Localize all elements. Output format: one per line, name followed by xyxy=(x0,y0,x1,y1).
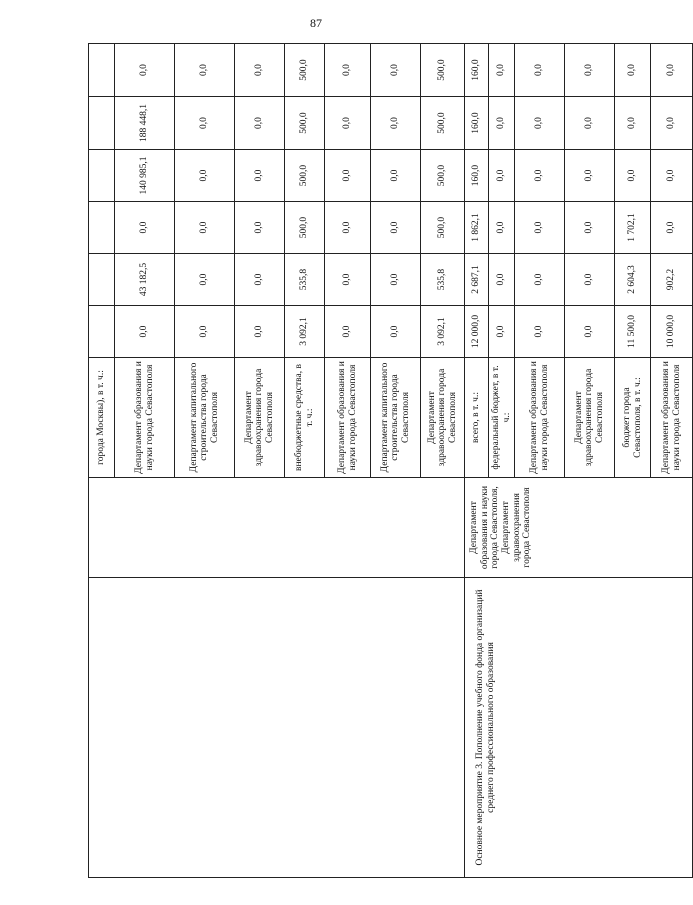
year-value-cell: 0,0 xyxy=(371,150,421,202)
empty-responsible-cell xyxy=(89,478,465,578)
year-value-cell: 10 000,0 xyxy=(651,306,693,358)
year-value-cell: 0,0 xyxy=(615,44,651,97)
year-value-cell: 0,0 xyxy=(515,254,565,306)
year-value-cell: 1 862,1 xyxy=(465,202,489,254)
year-value-cell: 0,0 xyxy=(325,150,371,202)
year-value-cell: 0,0 xyxy=(325,306,371,358)
funding-source-label: Департамент образования и науки города Севастополя xyxy=(325,358,371,478)
year-value-cell: 535,8 xyxy=(421,254,465,306)
year-value-cell: 0,0 xyxy=(489,97,515,150)
year-value-cell: 0,0 xyxy=(175,44,235,97)
year-value-cell: 0,0 xyxy=(371,97,421,150)
funding-source-label: всего, в т. ч.: xyxy=(465,358,489,478)
funding-source-label: внебюджетные средства, в т. ч.: xyxy=(285,358,325,478)
year-value-cell: 500,0 xyxy=(421,44,465,97)
year-value-cell: 160,0 xyxy=(465,150,489,202)
funding-source-label: федеральный бюджет, в т. ч.: xyxy=(489,358,515,478)
year-value-cell: 0,0 xyxy=(565,306,615,358)
year-value-cell: 0,0 xyxy=(115,44,175,97)
year-value-cell: 0,0 xyxy=(515,306,565,358)
funding-table xyxy=(88,43,693,878)
page-number: 87 xyxy=(310,16,322,30)
responsible-cell: Департамент образования и науки города Севастополя, Департамент здравоохранения города Севастополя xyxy=(465,478,693,578)
year-value-cell: 0,0 xyxy=(325,44,371,97)
empty-activity-cell xyxy=(89,578,465,878)
year-value-cell: 140 985,1 xyxy=(115,150,175,202)
funding-table-body xyxy=(89,44,693,878)
funding-source-label: Департамент образования и науки города Севастополя xyxy=(651,358,693,478)
year-value-cell: 0,0 xyxy=(489,202,515,254)
table-row xyxy=(465,44,489,878)
year-value-cell: 0,0 xyxy=(489,44,515,97)
year-value-cell: 0,0 xyxy=(325,97,371,150)
year-value-cell: 3 092,1 xyxy=(421,306,465,358)
year-value-cell: 0,0 xyxy=(489,306,515,358)
year-value-cell: 0,0 xyxy=(565,150,615,202)
year-value-cell: 0,0 xyxy=(515,202,565,254)
year-value-cell: 0,0 xyxy=(235,150,285,202)
year-value-cell: 0,0 xyxy=(175,97,235,150)
year-value-cell: 0,0 xyxy=(615,150,651,202)
year-value-cell xyxy=(89,202,115,254)
year-value-cell: 43 182,5 xyxy=(115,254,175,306)
year-value-cell: 0,0 xyxy=(565,97,615,150)
year-value-cell: 0,0 xyxy=(651,150,693,202)
activity-name-cell: Основное мероприятие 3. Пополнение учебного фонда организаций среднего профессионального образования xyxy=(465,578,693,878)
year-value-cell: 0,0 xyxy=(515,97,565,150)
year-value-cell: 0,0 xyxy=(175,150,235,202)
year-value-cell: 500,0 xyxy=(421,97,465,150)
year-value-cell xyxy=(89,254,115,306)
year-value-cell: 160,0 xyxy=(465,44,489,97)
year-value-cell: 0,0 xyxy=(235,254,285,306)
year-value-cell: 188 448,1 xyxy=(115,97,175,150)
year-value-cell: 0,0 xyxy=(515,150,565,202)
year-value-cell: 0,0 xyxy=(175,202,235,254)
funding-source-label: Департамент образования и науки города Севастополя xyxy=(515,358,565,478)
year-value-cell: 500,0 xyxy=(421,150,465,202)
year-value-cell: 0,0 xyxy=(325,254,371,306)
year-value-cell: 500,0 xyxy=(421,202,465,254)
year-value-cell: 0,0 xyxy=(175,306,235,358)
year-value-cell: 0,0 xyxy=(515,44,565,97)
year-value-cell: 0,0 xyxy=(371,202,421,254)
year-value-cell: 0,0 xyxy=(325,202,371,254)
year-value-cell xyxy=(89,306,115,358)
year-value-cell: 500,0 xyxy=(285,97,325,150)
year-value-cell: 0,0 xyxy=(651,44,693,97)
year-value-cell: 0,0 xyxy=(371,306,421,358)
year-value-cell: 12 000,0 xyxy=(465,306,489,358)
year-value-cell: 0,0 xyxy=(489,254,515,306)
year-value-cell: 2 687,1 xyxy=(465,254,489,306)
year-value-cell: 1 702,1 xyxy=(615,202,651,254)
funding-source-label: Департамент здравоохранения города Севастополя xyxy=(421,358,465,478)
table-row xyxy=(89,44,115,878)
funding-source-label: города Москвы), в т. ч.: xyxy=(89,358,115,478)
year-value-cell: 0,0 xyxy=(371,254,421,306)
year-value-cell xyxy=(89,150,115,202)
year-value-cell: 3 092,1 xyxy=(285,306,325,358)
year-value-cell: 0,0 xyxy=(565,44,615,97)
year-value-cell: 0,0 xyxy=(651,202,693,254)
year-value-cell: 0,0 xyxy=(115,202,175,254)
year-value-cell: 11 500,0 xyxy=(615,306,651,358)
funding-source-label: Департамент здравоохранения города Севастополя xyxy=(565,358,615,478)
year-value-cell: 0,0 xyxy=(371,44,421,97)
year-value-cell: 535,8 xyxy=(285,254,325,306)
funding-source-label: Департамент капитального строительства города Севастополя xyxy=(175,358,235,478)
year-value-cell: 0,0 xyxy=(651,97,693,150)
year-value-cell: 500,0 xyxy=(285,44,325,97)
year-value-cell: 0,0 xyxy=(565,254,615,306)
year-value-cell: 0,0 xyxy=(115,306,175,358)
year-value-cell: 902,2 xyxy=(651,254,693,306)
year-value-cell xyxy=(89,44,115,97)
funding-source-label: бюджет города Севастополя, в т. ч.: xyxy=(615,358,651,478)
funding-source-label: Департамент образования и науки города Севастополя xyxy=(115,358,175,478)
rotated-table-wrapper xyxy=(88,44,682,878)
year-value-cell: 0,0 xyxy=(565,202,615,254)
year-value-cell: 0,0 xyxy=(235,306,285,358)
year-value-cell: 160,0 xyxy=(465,97,489,150)
year-value-cell: 500,0 xyxy=(285,150,325,202)
year-value-cell: 500,0 xyxy=(285,202,325,254)
year-value-cell: 0,0 xyxy=(615,97,651,150)
year-value-cell: 0,0 xyxy=(235,97,285,150)
year-value-cell: 0,0 xyxy=(235,44,285,97)
year-value-cell: 0,0 xyxy=(489,150,515,202)
funding-source-label: Департамент капитального строительства города Севастополя xyxy=(371,358,421,478)
year-value-cell: 0,0 xyxy=(175,254,235,306)
funding-source-label: Департамент здравоохранения города Севастополя xyxy=(235,358,285,478)
year-value-cell: 2 604,3 xyxy=(615,254,651,306)
year-value-cell: 0,0 xyxy=(235,202,285,254)
year-value-cell xyxy=(89,97,115,150)
